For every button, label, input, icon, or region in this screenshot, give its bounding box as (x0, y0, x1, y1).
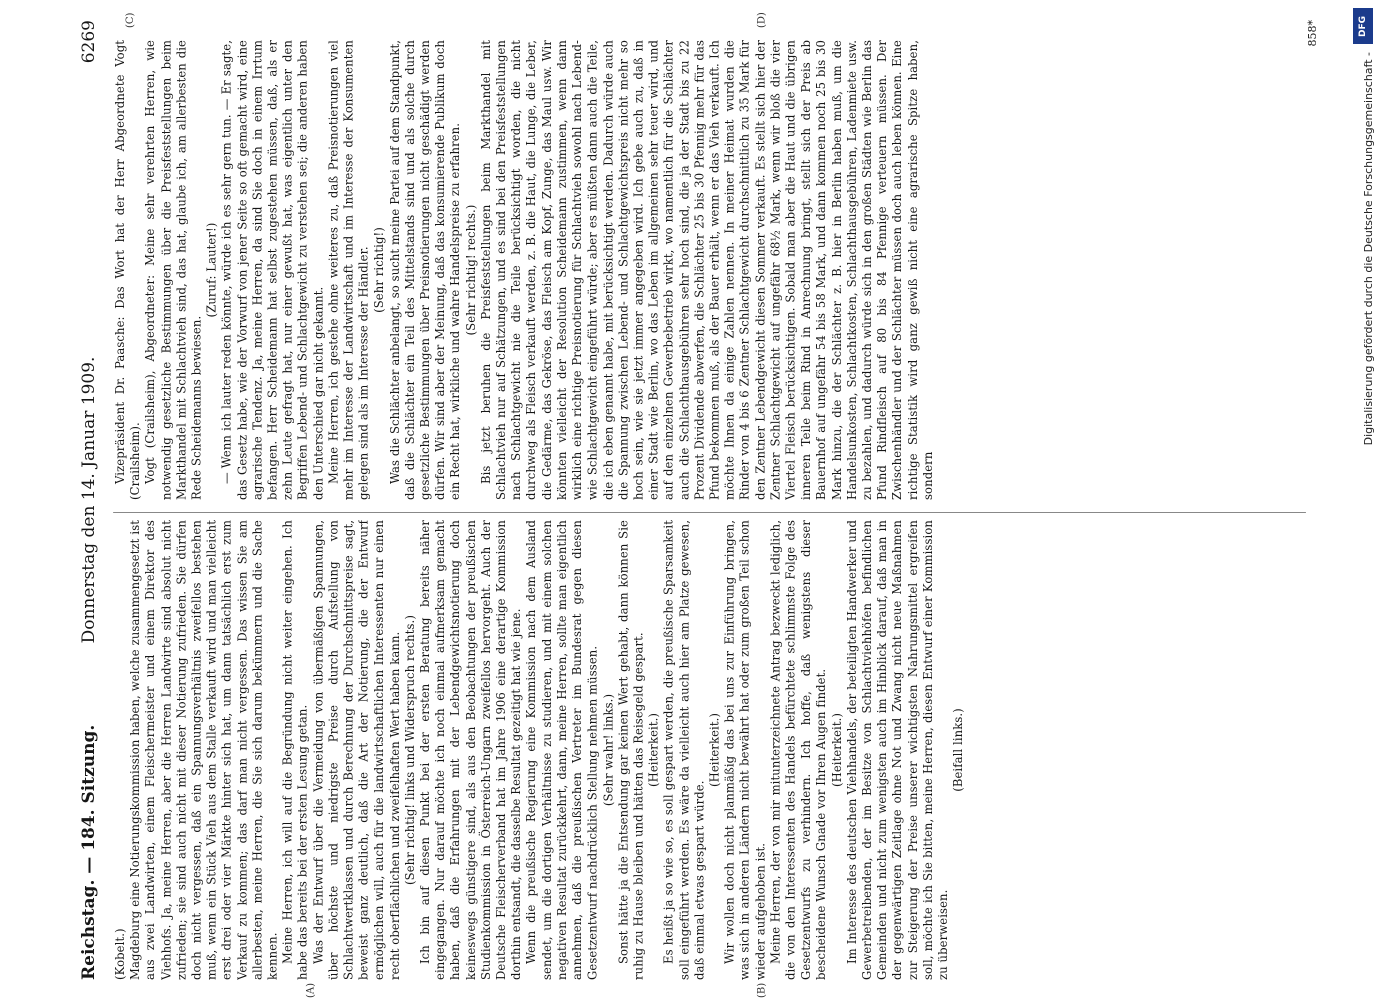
page-body (55, 0, 1338, 1000)
paragraph: Was der Entwurf über die Vermeidung von übermäßigen Spannungen, über höchste und niedrigste Preise durch Aufstellung von Schlachtwertklassen und durch Berechnung der Durchschnittspreise sagt, beweist ganz deutlich, daß die Art der Notierung, die der Entwurf ermöglichen will, auch für die landwirtschaftlichen Interessenten nur einen recht oberflächlichen und zweifelhaften Wert haben kann. (311, 520, 402, 980)
paragraph: Magdeburg eine Notierungskommission haben, welche zusammengesetzt ist aus zwei Landwirten, einem Fleischermeister und einem Direktor des Viehhofs. Ja, meine Herren, aber die Herren Landwirte sind absolut nicht zufrieden; sie sind auch nicht mit dieser Notierung zufrieden. Sie dürfen doch nicht vergessen, daß ein Spannungsverhältnis zweifellos bestehen muß, wenn ein Stück Vieh aus dem Stalle verkauft wird und man vielleicht erst drei oder vier Märkte hinter sich hat, um dann tatsächlich erst zum Verkauf zu kommen; das darf man nicht vergessen. Das wissen Sie am allerbesten, meine Herren, die Sie sich darum bekümmern und die Sache kennen. (128, 520, 280, 980)
paragraph: Es heißt ja so wie so, es soll gespart werden, die preußische Sparsamkeit soll eingeführt werden. Es wäre da vielleicht auch hier am Platze gewesen, daß einmal etwas gespart würde. (661, 520, 707, 980)
paragraph: Was die Schlächter anbelangt, so sucht meine Partei auf dem Standpunkt, daß die Schlächter ein Teil des Mittelstands sind und als solche durch gesetzliche Bestimmungen über Preisnotierungen nicht geschädigt werden dürfen. Wir sind aber der Meinung, daß das konsumierende Publikum doch ein Recht hat, wirkliche und wahre Handelspreise zu erfahren. (387, 40, 463, 500)
paragraph: Vogt (Crailsheim), Abgeordneter: Meine sehr verehrten Herren, wie notwendig gesetzliche Bestimmungen über die Preisfeststellungen beim Markthandel mit Schlachtvieh sind, das hat, glaube ich, am allerbesten die Rede Scheidemanns bewiesen. (143, 40, 204, 500)
header-date: Donnerstag den 14. Januar 1909. (79, 356, 100, 644)
interjection: (Beifall links.) (951, 708, 966, 792)
left-column (113, 520, 1316, 980)
interjection: (Heiterkeit.) (646, 712, 661, 788)
interjection: (Sehr richtig! links und Widerspruch rechts.) (402, 615, 417, 885)
paragraph: Wenn die preußische Regierung eine Kommission nach dem Ausland sendet, um die dortigen Verhältnisse zu studieren, und mit einem solchen negativen Resultat zurückkehrt, dann, meine Herren, sollte man eigentlich annehmen, daß die preußischen Vertreter im Bundesrat gegen diesen Gesetzentwurf nachdrücklich Stellung nehmen müssen. (524, 520, 600, 980)
paragraph: Meine Herren, ich gestehe ohne weiteres zu, daß Preisnotierungen viel mehr im Interesse der Landwirtschaft und im Interesse der Konsumenten gelegen sind als im Interesse der Händler. (326, 40, 371, 500)
paragraph: Im Interesse des deutschen Viehhandels, der beteiligten Handwerker und Gewerbetreibenden, der im Besitze von Schlachtviehhöfen befindlichen Gemeinden und nicht zum wenigsten auch im Hinblick darauf, daß man in der gegenwärtigen Zeitlage ohne Not und Zwang nicht neue Maßnahmen zur Steigerung der Preise unserer wichtigsten Nahrungsmittel ergreifen soll, möchte ich Sie bitten, meine Herren, diesen Entwurf einer Kommission zu überweisen. (844, 520, 951, 980)
digitization-credit-text: Digitalisierung gefördert durch die Deutsche Forschungsgemeinschaft - (1362, 52, 1375, 446)
paragraph: Meine Herren, ich will auf die Begründung nicht weiter eingehen. Ich habe das bereits bei der ersten Lesung getan. (280, 520, 311, 980)
paragraph: Meine Herren, der von mir mitunterzeichnete Antrag bezweckt lediglich, die von den Interessenten des Handels befürchtete schlimmste Folge des Gesetzentwurfs zu verhindern. Ich hoffe, daß wenigstens dieser bescheidene Wunsch Gnade vor Ihren Augen findet. (768, 520, 829, 980)
header-left: Reichstag. — 184. Sitzung. (79, 724, 100, 980)
paragraph: Bis jetzt beruhen die Preisfeststellungen beim Markthandel mit Schlachtvieh nur auf Schätzungen, und es sind bei den Preisfeststellungen nach Schlachtgewicht nie die Teile berücksichtigt worden, die nicht durchweg als Fleisch verkauft werden, z. B. die Haut, die Lunge, die Leber, die Gedärme, das Gekröse, das Fleisch am Kopf, Zunge, das Maul usw. Wir könnten vielleicht der Resolution Scheidemann zustimmen, wenn dann wirklich eine richtige Preisnotierung für Schlachtvieh sowohl nach Lebend- wie Schlachtgewicht eingeführt würde; aber es müßten dann auch die Teile, die ich eben genannt habe, mit berücksichtigt werden. Dadurch würde auch die Spannung zwischen Lebend- und Schlachtgewichtspreis nicht mehr so hoch sein, wie sie jetzt immer angegeben wird. Ich gebe auch zu, daß in einer Stadt wie Berlin, wo das Leben im allgemeinen sehr teuer wird, und auf den einzelnen Gewerbebetrieb wirkt, wo namentlich für die Schlächter auch die Schlachthausgebühren sehr hoch sind, die ja der Stadt bis zu 22 Prozent Dividende abwerfen, die Schlächter 25 bis 30 Pfennig mehr für das Pfund bekommen muß, als der Bauer erhält, wenn er das Vieh verkauft. Ich möchte Ihnen da einige Zahlen nennen. In meiner Heimat wurden die Rinder von 4 bis 6 Zentner Schlachtgewicht durchschnittlich zu 35 Mark für den Zentner Lebendgewicht diesen Sommer verkauft. Es stellt sich hier der Zentner Schlachtgewicht auf ungefähr 68½ Mark, wenn wir bloß die vier Viertel Fleisch berücksichtigen. Sobald man aber die Haut und die übrigen inneren Teile beim Rind in Anrechnung bringt, stellt sich der Preis ab Bauernhof auf ungefähr 54 bis 58 Mark, und dann kommen noch 25 bis 30 Mark hinzu, die der Schlächter z. B. hier in Berlin haben muß, um die Handelsunkosten, Schlachtkosten, Schlachthausgebühren, Ladenmiete usw. zu bezahlen, und dadurch würde sich in den großen Städten wie Berlin das Pfund Rindfleisch auf 80 bis 84 Pfennige verteuern müssen. Der Zwischenhändler und der Schlächter müssen doch auch leben können. Eine richtige Statistik wird ganz gewiß nicht eine agrarische Spitze haben, sondern (478, 40, 935, 500)
interjection: (Heiterkeit.) (707, 712, 722, 788)
paragraph: Wir wollen doch nicht planmäßig das bei uns zur Einführung bringen, was sich in anderen Ländern nicht bewährt hat oder zum großen Teil schon wieder aufgehoben ist. (722, 520, 768, 980)
interjection: (Sehr wahr! links.) (600, 693, 615, 807)
paragraph: Ich bin auf diesen Punkt bei der ersten Beratung bereits näher eingegangen. Nur darauf möchte ich noch einmal aufmerksam gemacht haben, daß die Erfahrungen mit der Lebendgewichtsnotierung doch keineswegs günstigere sind, als aus den Beobachtungen der preußischen Studienkommission in Österreich-Ungarn zweifellos hervorgeht. Auch der Deutsche Fleischerverband hat im Jahre 1906 eine derartige Kommission dorthin entsandt, die dasselbe Resultat gezeitigt hat wie jene. (417, 520, 524, 980)
interjection: (Sehr richtig! rechts.) (463, 204, 478, 336)
paragraph: — Wenn ich lauter reden könnte, würde ich es sehr gern tun. — Er sagte, das Gesetz habe, wie der Vorwurf von jener Seite so oft gemacht wird, eine agrarische Tendenz. Ja, meine Herren, da sind Sie doch in einem Irrtum befangen. Herr Scheidemann hat selbst zugestehen müssen, daß, als er zehn Leute gefragt hat, nur einer gewußt hat, was eigentlich unter den Begriffen Lebend- und Schlachtgewicht zu verstehen sei; die anderen haben den Unterschied gar nicht gekannt. (219, 40, 326, 500)
paragraph: Vizepräsident Dr. Paasche: Das Wort hat der Herr Abgeordnete Vogt (Crailsheim). (113, 40, 143, 500)
paragraph: (Kobelt.) (113, 928, 128, 980)
margin-mark-b: (B) (756, 982, 768, 998)
margin-mark-c: (C) (125, 12, 137, 28)
page-header (63, 20, 103, 980)
rotated-page-scan (55, 0, 1338, 1000)
digitization-credit-strip (1343, 0, 1383, 1000)
page-number: 6269 (79, 20, 100, 64)
paragraph: Sonst hätte ja die Entsendung gar keinen Wert gehabt, dann können Sie ruhig zu Hause bleiben und hätten das Reisegeld gespart. (616, 520, 646, 980)
right-column (113, 40, 1316, 500)
interjection: (Heiterkeit.) (829, 712, 844, 788)
signature-mark: 858* (1305, 20, 1319, 47)
interjection: (Sehr richtig!) (372, 227, 387, 313)
interjection: (Zuruf: Lauter!) (204, 222, 219, 318)
dfg-logo: DFG (1353, 8, 1373, 44)
column-divider (113, 512, 1306, 513)
margin-mark-a: (A) (305, 982, 317, 998)
margin-mark-d: (D) (756, 12, 768, 28)
